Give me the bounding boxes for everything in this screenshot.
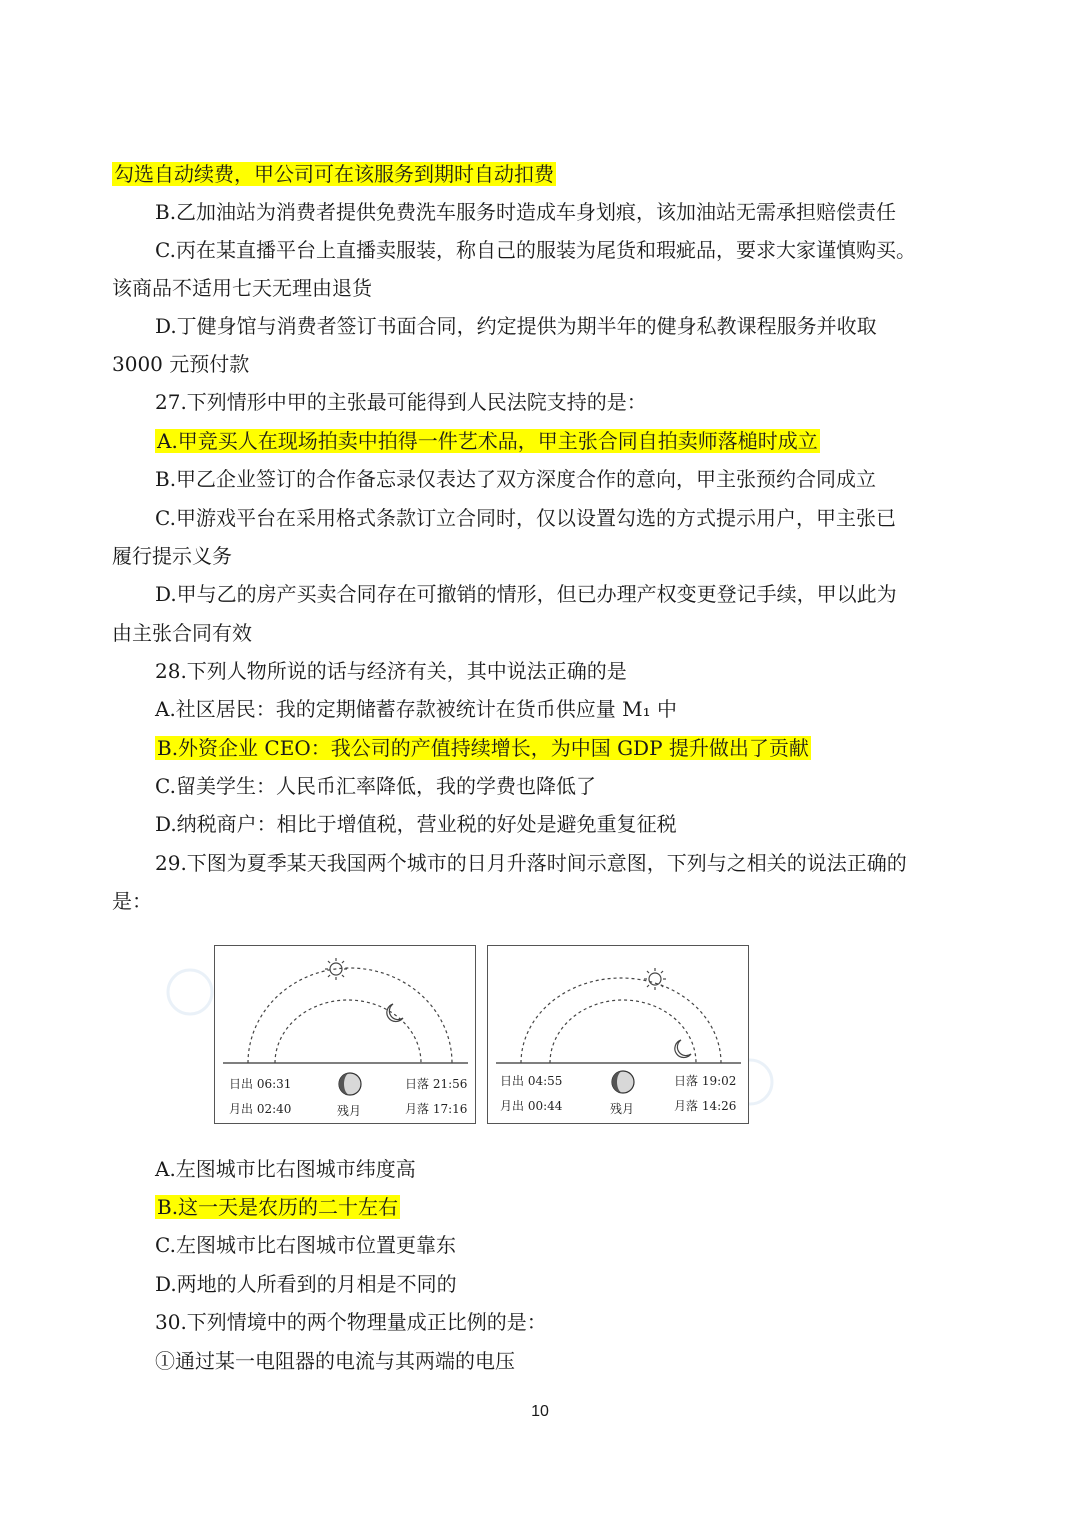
- highlighted-text: B.这一天是农历的二十左右: [157, 1195, 399, 1219]
- text: D.甲与乙的房产买卖合同存在可撤销的情形，但已办理产权变更登记手续，甲以此为: [155, 582, 897, 606]
- moon-phase-label: 残月: [337, 1104, 362, 1118]
- moon-path: [275, 1000, 421, 1063]
- moonrise-time: 月出 02:40: [229, 1102, 292, 1116]
- option-27c-cont: [112, 540, 232, 572]
- text-line-4: [112, 272, 372, 304]
- option-27c: [155, 502, 896, 534]
- text: A.左图城市比右图城市纬度高: [155, 1157, 416, 1181]
- right-city-panel: [487, 945, 749, 1124]
- option-28d: [155, 808, 677, 840]
- text: 29.下图为夏季某天我国两个城市的日月升落时间示意图，下列与之相关的说法正确的: [155, 851, 907, 875]
- text-line-3: [155, 234, 916, 266]
- text: 27.下列情形中甲的主张最可能得到人民法院支持的是：: [155, 390, 647, 414]
- sunset-time: 日落 19:02: [674, 1074, 737, 1088]
- text: 28.下列人物所说的话与经济有关，其中说法正确的是: [155, 659, 627, 683]
- sunrise-time: 日出 06:31: [229, 1077, 292, 1091]
- right-diagram: [488, 946, 748, 1123]
- moonset-time: 月落 17:16: [405, 1102, 468, 1116]
- text-line-2: [155, 196, 896, 228]
- question-30: [155, 1306, 547, 1338]
- sun-icon: [644, 968, 666, 990]
- text: ①通过某一电阻器的电流与其两端的电压: [155, 1349, 515, 1373]
- moon-phase-icon: [612, 1071, 634, 1093]
- moon-phase-label: 残月: [610, 1102, 635, 1116]
- sunrise-time: 日出 04:55: [500, 1074, 563, 1088]
- text: B.乙加油站为消费者提供免费洗车服务时造成车身划痕，该加油站无需承担赔偿责任: [155, 200, 897, 224]
- option-29c: [155, 1229, 456, 1261]
- text-line-1: [112, 158, 556, 190]
- text: B.甲乙企业签订的合作备忘录仅表达了双方深度合作的意向，甲主张预约合同成立: [155, 467, 877, 491]
- option-27d-cont: [112, 617, 252, 649]
- question-29: [155, 847, 907, 879]
- option-29b: [155, 1191, 400, 1223]
- moon-phase-icon: [339, 1073, 361, 1095]
- text: C.甲游戏平台在采用格式条款订立合同时，仅以设置勾选的方式提示用户，甲主张已: [155, 506, 896, 530]
- left-city-panel: [214, 945, 476, 1124]
- text: 由主张合同有效: [112, 621, 252, 645]
- moon-path: [550, 1000, 696, 1063]
- page-number: 10: [531, 1403, 549, 1420]
- text: 3000 元预付款: [112, 352, 250, 376]
- option-29a: [155, 1153, 416, 1185]
- option-28a: [155, 693, 677, 725]
- text: 30.下列情境中的两个物理量成正比例的是：: [155, 1310, 547, 1334]
- text: 履行提示义务: [112, 544, 232, 568]
- text: C.丙在某直播平台上直播卖服装，称自己的服装为尾货和瑕疵品，要求大家谨慎购买。: [155, 238, 916, 262]
- text: D.丁健身馆与消费者签订书面合同，约定提供为期半年的健身私教课程服务并收取: [155, 314, 877, 338]
- text: C.留美学生：人民币汇率降低，我的学费也降低了: [155, 774, 596, 798]
- question-28: [155, 655, 627, 687]
- text-line-6: [112, 348, 249, 380]
- text: C.左图城市比右图城市位置更靠东: [155, 1233, 456, 1257]
- question-29-cont: [112, 885, 152, 917]
- question-27: [155, 386, 647, 418]
- sunset-time: 日落 21:56: [405, 1077, 468, 1091]
- option-29d: [155, 1268, 457, 1300]
- text: D.两地的人所看到的月相是不同的: [155, 1272, 457, 1296]
- option-27b: [155, 463, 876, 495]
- sun-moon-figure: [150, 932, 800, 1144]
- moonrise-time: 月出 00:44: [500, 1099, 563, 1113]
- highlighted-text: B.外资企业 CEO：我公司的产值持续增长，为中国 GDP 提升做出了贡献: [157, 736, 809, 760]
- text: 是：: [112, 889, 152, 913]
- option-27a: [155, 425, 820, 457]
- text: 该商品不适用七天无理由退货: [112, 276, 372, 300]
- item-30-1: [155, 1345, 515, 1377]
- crescent-moon-icon: [387, 1004, 403, 1022]
- option-27d: [155, 578, 897, 610]
- left-diagram: [215, 946, 475, 1123]
- option-28c: [155, 770, 596, 802]
- highlighted-text: 勾选自动续费，甲公司可在该服务到期时自动扣费: [114, 162, 554, 186]
- crescent-moon-icon: [675, 1040, 691, 1058]
- sun-path: [248, 968, 452, 1063]
- text: A.社区居民：我的定期储蓄存款被统计在货币供应量 M₁ 中: [155, 697, 678, 721]
- text-line-5: [155, 310, 877, 342]
- option-28b: [155, 732, 811, 764]
- highlighted-text: A.甲竞买人在现场拍卖中拍得一件艺术品，甲主张合同自拍卖师落槌时成立: [157, 429, 818, 453]
- moonset-time: 月落 14:26: [674, 1099, 737, 1113]
- text: D.纳税商户：相比于增值税，营业税的好处是避免重复征税: [155, 812, 677, 836]
